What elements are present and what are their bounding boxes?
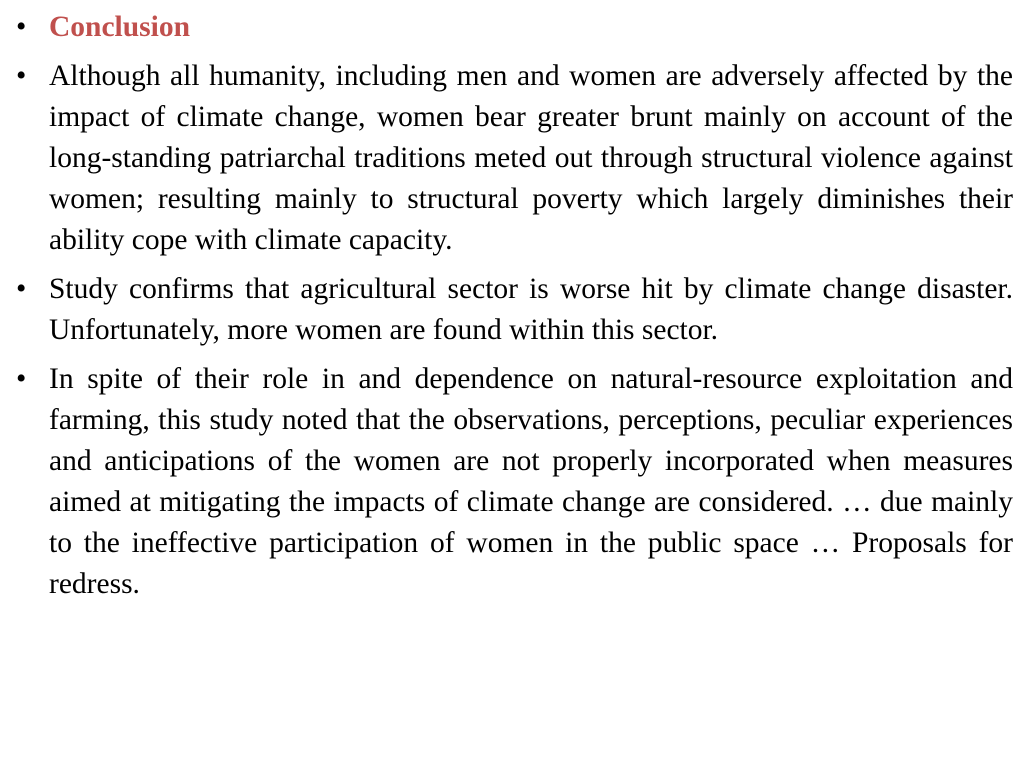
bullet-dot-icon: • [16,60,27,92]
bullet-dot-icon: • [16,363,27,395]
bullet-dot-icon: • [16,11,27,43]
bullet-point-text: Study confirms that agricultural sector is worse hit by climate change disaster. Unfortunately, more women are found within this sector. [49,273,1013,346]
bullet-dot-icon: • [16,273,27,305]
bullet-point-text: Although all humanity, including men and women are adversely affected by the impact of climate change, women bear greater brunt mainly on account of the long-standing patriarchal traditions meted out through structural violence against women; resulting mainly to structural poverty which largely diminishes their ability cope with climate capacity. [49,60,1013,256]
bullet-point-3 [16,359,1013,605]
bullet-point-1 [16,56,1013,261]
conclusion-heading-item [16,7,1013,48]
bullet-point-text: In spite of their role in and dependence on natural-resource exploitation and farming, this study noted that the observations, perceptions, peculiar experiences and anticipations of the women are not properly incorporated when measures aimed at mitigating the impacts of climate change are considered. … due mainly to the ineffective participation of women in the public space … Proposals for redress. [49,363,1013,600]
conclusion-heading: Conclusion [49,11,190,43]
bullet-list [16,7,1013,613]
bullet-point-2 [16,269,1013,351]
